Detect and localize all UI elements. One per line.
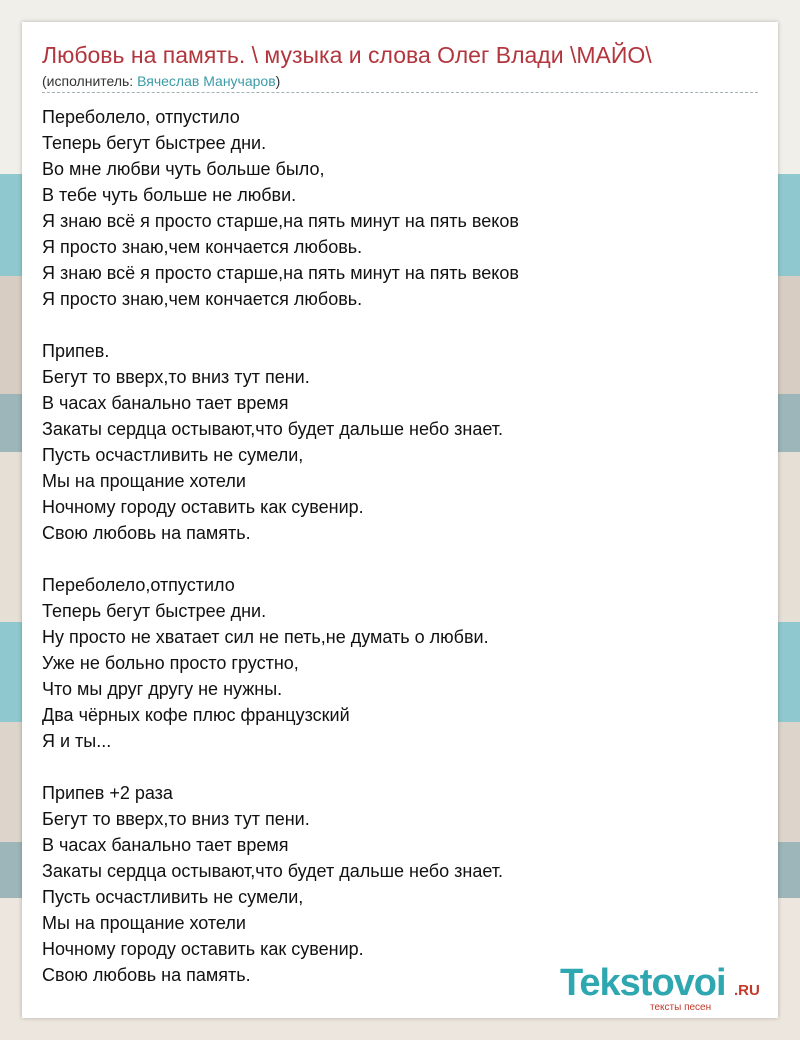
stanza-break: [42, 546, 519, 572]
lyrics-text: [42, 104, 519, 988]
logo-tld: .RU: [734, 982, 760, 999]
lyric-line: Ночному городу оставить как сувенир.: [42, 939, 364, 959]
lyric-line: Пусть осчастливить не сумели,: [42, 445, 304, 465]
performer-link[interactable]: Вячеслав Манучаров: [137, 73, 276, 89]
lyric-line: Припев +2 раза: [42, 783, 173, 803]
stanza-break: [42, 754, 519, 780]
lyric-line: В тебе чуть больше не любви.: [42, 185, 297, 205]
lyric-line: Мы на прощание хотели: [42, 471, 246, 491]
lyric-line: Уже не больно просто грустно,: [42, 653, 299, 673]
performer-prefix: (исполнитель:: [42, 73, 138, 89]
lyric-line: Переболело,отпустило: [42, 575, 235, 595]
lyric-line: Во мне любви чуть больше было,: [42, 159, 325, 179]
site-logo[interactable]: [560, 962, 770, 1018]
lyric-line: Переболело, отпустило: [42, 107, 240, 127]
lyric-line: Свою любовь на память.: [42, 523, 251, 543]
performer-line: [42, 73, 280, 89]
lyrics-card: [22, 22, 778, 1018]
lyric-line: Два чёрных кофе плюс французский: [42, 705, 350, 725]
lyric-line: Припев.: [42, 341, 110, 361]
lyric-line: Ночному городу оставить как сувенир.: [42, 497, 364, 517]
lyric-line: Теперь бегут быстрее дни.: [42, 133, 267, 153]
title-divider: [42, 92, 758, 93]
lyric-line: Я знаю всё я просто старше,на пять минут на пять веков: [42, 263, 519, 283]
lyric-line: Теперь бегут быстрее дни.: [42, 601, 267, 621]
lyric-line: Я и ты...: [42, 731, 112, 751]
lyric-line: Свою любовь на память.: [42, 965, 251, 985]
logo-subtitle: тексты песен: [650, 1002, 712, 1013]
stanza-break: [42, 312, 519, 338]
lyric-line: Бегут то вверх,то вниз тут пени.: [42, 809, 310, 829]
song-title: Любовь на память. \ музыка и слова Олег Влади \МАЙО\: [42, 42, 652, 68]
lyric-line: Я просто знаю,чем кончается любовь.: [42, 289, 363, 309]
lyric-line: Пусть осчастливить не сумели,: [42, 887, 304, 907]
logo-wordmark: Tekstovoi: [560, 962, 726, 1004]
lyric-line: Я знаю всё я просто старше,на пять минут на пять веков: [42, 211, 519, 231]
lyric-line: Я просто знаю,чем кончается любовь.: [42, 237, 363, 257]
lyric-line: Закаты сердца остывают,что будет дальше небо знает.: [42, 419, 503, 439]
lyric-line: Бегут то вверх,то вниз тут пени.: [42, 367, 310, 387]
lyric-line: Мы на прощание хотели: [42, 913, 246, 933]
lyric-line: В часах банально тает время: [42, 835, 289, 855]
performer-suffix: ): [275, 73, 281, 89]
lyric-line: Закаты сердца остывают,что будет дальше небо знает.: [42, 861, 503, 881]
lyric-line: Что мы друг другу не нужны.: [42, 679, 283, 699]
lyric-line: В часах банально тает время: [42, 393, 289, 413]
lyric-line: Ну просто не хватает сил не петь,не думать о любви.: [42, 627, 489, 647]
